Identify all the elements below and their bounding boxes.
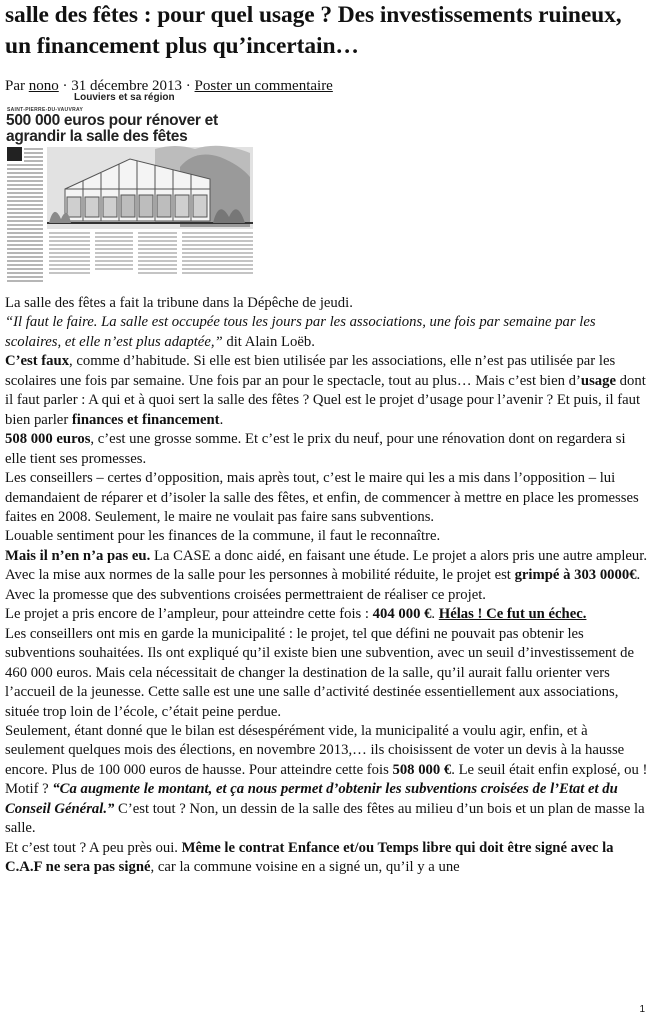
text-run: Mais il n’en n’a pas eu. xyxy=(5,547,151,564)
text-run: “Ca augmente le montant, et ça nous permet d’obtenir les subventions croisées de l’Etat et du Conseil Général.” xyxy=(5,781,618,817)
paragraph xyxy=(5,469,649,527)
clipping-section-label: Louviers et sa région xyxy=(74,92,175,103)
text-run: C’est faux xyxy=(5,353,70,370)
paragraph xyxy=(5,625,649,722)
text-run: Seulement, étant donné que le bilan est désespérément vide, la municipalité a voulu agir, enfin, et à seulement quelques mois des élections, en novembre 2013,… ils choisissent de voter un devis à la hausse encore. Plus de 100 000 euros de hausse. Pour atteindre cette fois xyxy=(5,722,625,778)
newspaper-clipping-image xyxy=(5,107,255,287)
paragraph xyxy=(5,430,649,469)
paragraph xyxy=(5,839,649,878)
post-date: 31 décembre 2013 xyxy=(71,78,183,94)
text-run: Louable sentiment pour les finances de la commune, il faut le reconnaître. xyxy=(5,528,441,545)
text-run: C’est tout ? Non, un dessin de la salle des fêtes au milieu d’un bois et un plan de masse la salle. xyxy=(5,800,645,837)
text-run: . Le seuil était enfin explosé, ou ! xyxy=(451,761,648,778)
paragraph xyxy=(5,294,649,313)
paragraph xyxy=(5,605,649,624)
text-run: La salle des fêtes a fait la tribune dans la Dépêche de jeudi. xyxy=(5,295,353,311)
paragraph xyxy=(5,780,649,838)
text-run: 508 000 € xyxy=(392,761,452,778)
article-title: salle des fêtes : pour quel usage ? Des investissements ruineux, un financement plus qu’incertain… xyxy=(5,2,622,59)
article-body xyxy=(5,294,649,878)
clipping-illustration xyxy=(5,107,255,287)
paragraph xyxy=(5,722,649,780)
text-run: La CASE a donc aidé, en faisant une étude. Le projet a alors pris une autre ampleur. Avec la mise aux normes de la salle pour les personnes à mobilité réduite, le projet est xyxy=(5,547,648,584)
paragraph xyxy=(5,547,649,605)
text-run: Même le contrat Enfance et/ou Temps libre qui doit être signé avec la C.A.F ne sera pas signé xyxy=(5,839,614,876)
post-comment-link[interactable]: Poster un commentaire xyxy=(194,78,333,94)
paragraph xyxy=(5,313,649,352)
clipping-kicker: SAINT-PIERRE-DU-VAUVRAY xyxy=(7,107,84,113)
paragraph xyxy=(5,352,649,430)
text-run: grimpé à 303 0000€ xyxy=(514,567,637,584)
text-run: dont il faut parler : A qui et à quoi sert la salle des fêtes ? Quel est le projet d’usage pour l’avenir ? Et puis, il faut bien parler xyxy=(5,372,646,428)
text-run: , comme d’habitude. Si elle est bien utilisée par les associations, elle n’est pas utilisée par les scolaires une fois par semaine. Une fois par an pour le spectacle, tout au plus… Mais c’est bien d’ xyxy=(5,353,616,389)
text-run: usage xyxy=(580,372,616,389)
text-run: Les conseillers – certes d’opposition, mais après tout, c’est le maire qui les a mis dans l’opposition – lui demandaient de réparer et d’isoler la salle des fêtes, et enfin, de commencer à mettre en place les promesses faites en 2008. Seulement, le maire ne voulait pas faire sans subventions. xyxy=(5,470,639,525)
byline-separator: · xyxy=(62,78,68,94)
page-number: 1 xyxy=(639,1004,645,1015)
text-run: . xyxy=(431,606,439,623)
text-run: Hélas ! Ce fut un échec. xyxy=(438,606,587,623)
text-run: finances et financement xyxy=(71,411,220,428)
text-run: “Il faut le faire. La salle est occupée tous les jours par les associations, une fois par semaine par les scolaires, et elle n’est plus adaptée,” xyxy=(5,314,596,350)
author-link[interactable]: nono xyxy=(28,78,59,94)
text-run: , c’est une grosse somme. Et c’est le prix du neuf, pour une rénovation dont on regardera si elle tient ses promesses. xyxy=(5,431,626,467)
text-run: . Avec la promesse que des subventions croisées permettraient de réaliser ce projet. xyxy=(5,567,641,603)
text-run: 508 000 euros xyxy=(5,431,91,448)
text-run: Et c’est tout ? A peu près oui. xyxy=(5,839,182,856)
byline-prefix: Par xyxy=(5,78,25,94)
text-run: dit Alain Loëb. xyxy=(222,333,315,350)
text-run: Motif ? xyxy=(5,781,53,798)
text-run: Le projet a pris encore de l’ampleur, pour atteindre cette fois : xyxy=(5,606,373,623)
text-run: 404 000 € xyxy=(372,606,432,623)
text-run: Les conseillers ont mis en garde la municipalité : le projet, tel que défini ne pouvait pas obtenir les subventions souhaitées. Ils ont expliqué qu’il existe bien une subvention, avec un seuil d’investissement de 460 000 euros. Mais cela nécessitait de changer la destination de la salle, qu’il aurait fallu orienter vers l’accueil de la jeunesse. Cette salle est une une salle d’activité destinée essentiellement aux associations, située trop loin de l’école, c’était peine perdue. xyxy=(5,625,634,720)
clipping-headline: 500 000 euros pour rénover et agrandir la salle des fêtes xyxy=(6,112,218,145)
paragraph xyxy=(5,527,649,546)
text-run: . xyxy=(219,411,224,428)
text-run: , car la commune voisine en a signé un, qu’il y a une xyxy=(150,859,460,876)
byline-separator: · xyxy=(185,78,191,94)
